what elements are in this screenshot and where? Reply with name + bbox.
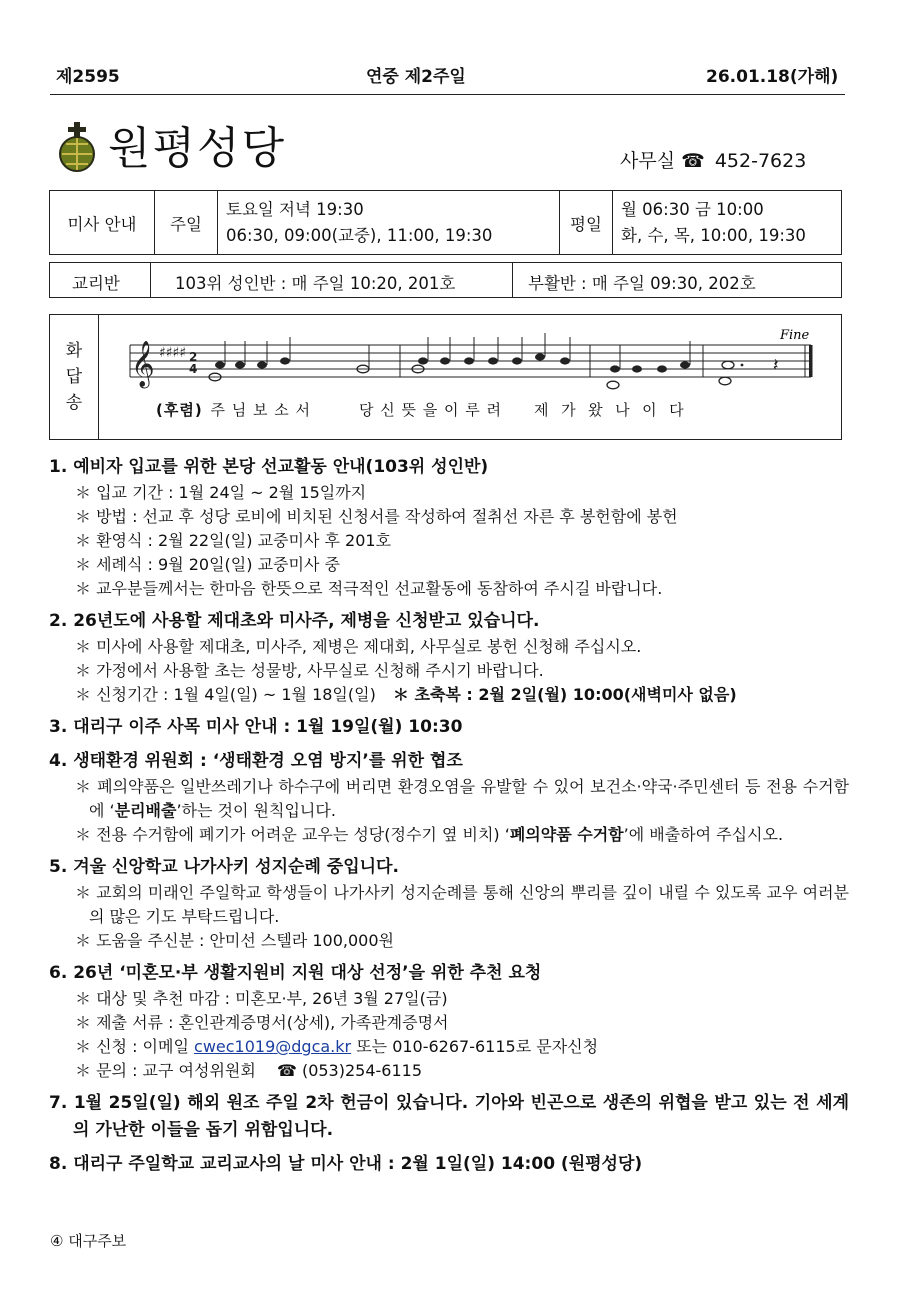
item-title: 1. 예비자 입교를 위한 본당 선교활동 안내(103위 성인반)	[49, 457, 489, 477]
detail-emphasis: 분리배출	[114, 801, 177, 820]
item-detail: ＊ 도움을 주신분 : 안미선 스텔라 100,000원	[75, 931, 394, 950]
catechism-label: 교리반	[72, 274, 120, 293]
liturgical-week: 연중 제2주일	[366, 67, 466, 87]
item-title: 5. 겨울 신앙학교 나가사키 성지순례 중입니다.	[49, 857, 399, 877]
item-detail: ＊ 세례식 : 9월 20일(일) 교중미사 중	[75, 555, 340, 574]
item-detail	[63, 823, 849, 847]
detail-text: ’에 배출하여 주십시오.	[623, 825, 784, 844]
svg-text:2: 2	[189, 350, 198, 364]
phone-icon: ☎	[681, 150, 705, 172]
issue-number: 제2595	[56, 67, 120, 87]
catechism-divider	[150, 263, 151, 297]
music-score	[125, 323, 825, 399]
parish-name: 원평성당	[108, 123, 287, 174]
item-detail	[63, 1059, 849, 1083]
header-divider	[50, 94, 845, 95]
detail-text: ＊ 폐의약품은 일반쓰레기나 하수구에 버리면 환경오염을 유발할 수 있어 보건소·약국·주민센터 등 전용 수거함에 ‘	[75, 777, 849, 820]
item-detail: ＊ 입교 기간 : 1월 24일 ~ 2월 15일까지	[75, 483, 367, 502]
bulletin-header	[52, 62, 842, 90]
responsorial-lyrics	[156, 399, 685, 420]
weekday-label: 평일	[560, 191, 613, 255]
phone-icon: ☎	[276, 1061, 302, 1080]
announcement-item	[49, 454, 849, 601]
bulletin-date: 26.01.18(가해)	[706, 67, 839, 87]
adult-class: 103위 성인반 : 매 주일 10:20, 201호	[175, 274, 456, 293]
announcement-item	[49, 1151, 849, 1178]
page-footer: ④ 대구주보	[50, 1232, 127, 1250]
detail-text: 또는 010-6267-6115로 문자신청	[351, 1037, 599, 1056]
office-label: 사무실	[620, 150, 676, 172]
weekday-line2: 화, 수, 목, 10:00, 19:30	[621, 225, 806, 245]
sunday-times	[218, 191, 560, 255]
fine-marking: Fine	[780, 328, 810, 343]
item-title: 2. 26년도에 사용할 제대초와 미사주, 제병을 신청받고 있습니다.	[49, 611, 540, 631]
detail-text: ’하는 것이 원칙입니다.	[176, 801, 336, 820]
detail-text: ＊ 문의 : 교구 여성위원회	[75, 1061, 277, 1080]
detail-emphasis: 폐의약품 수거함	[509, 825, 624, 844]
item-detail	[63, 683, 849, 707]
item-detail: ＊ 제출 서류 : 혼인관계증명서(상세), 가족관계증명서	[75, 1013, 449, 1032]
announcement-item	[49, 1090, 849, 1144]
item-detail: ＊ 가정에서 사용할 초는 성물방, 사무실로 신청해 주시기 바랍니다.	[75, 661, 544, 680]
item-detail: ＊ 교우분들께서는 한마음 한뜻으로 적극적인 선교활동에 동참하여 주시길 바랍니다.	[75, 579, 663, 598]
item-title: 6. 26년 ‘미혼모·부 생활지원비 지원 대상 선정’을 위한 추천 요청	[49, 963, 542, 983]
item-title: 4. 생태환경 위원회 : ‘생태환경 오염 방지’를 위한 협조	[49, 751, 463, 771]
church-logo-icon	[54, 120, 100, 172]
mass-label: 미사 안내	[50, 191, 155, 255]
item-detail: ＊ 환영식 : 2월 22일(일) 교중미사 후 201호	[75, 531, 392, 550]
item-detail: ＊ 교회의 미래인 주일학교 학생들이 나가사키 성지순례를 통해 신앙의 뿌리를 깊이 내릴 수 있도록 교우 여러분의 많은 기도 부탁드립니다.	[75, 883, 849, 926]
refrain-marker: (후렴)	[156, 401, 203, 419]
item-detail: ＊ 미사에 사용할 제대초, 미사주, 제병은 제대회, 사무실로 봉헌 신청해 주십시오.	[75, 637, 642, 656]
email-link[interactable]: cwec1019@dgca.kr	[194, 1037, 352, 1056]
mass-schedule-table	[49, 190, 842, 255]
announcement-list	[49, 454, 849, 1185]
item-detail: ＊ 방법 : 선교 후 성당 로비에 비치된 신청서를 작성하여 절취선 자른 후 봉헌함에 봉헌	[75, 507, 678, 526]
svg-text:♯♯♯♯: ♯♯♯♯	[159, 345, 187, 361]
resurrection-class: 부활반 : 매 주일 09:30, 202호	[528, 274, 756, 293]
weekday-line1: 월 06:30 금 10:00	[621, 199, 764, 219]
responsorial-psalm-box	[49, 314, 842, 440]
svg-text:𝄽: 𝄽	[773, 355, 779, 376]
candle-blessing: ＊ 초축복 : 2월 2일(월) 10:00(새벽미사 없음)	[392, 685, 737, 704]
contact-phone: (053)254-6115	[301, 1061, 423, 1080]
sunday-label: 주일	[155, 191, 218, 255]
detail-text: ＊ 전용 수거함에 폐기가 어려운 교우는 성당(정수기 옆 비치) ‘	[75, 825, 510, 844]
svg-text:4: 4	[189, 362, 198, 376]
announcement-item	[49, 608, 849, 707]
item-title: 8. 대리구 주일학교 교리교사의 날 미사 안내 : 2월 1일(일) 14:00 (원평성당)	[49, 1154, 643, 1174]
announcement-item	[49, 714, 849, 741]
item-detail	[63, 775, 849, 823]
item-detail: ＊ 대상 및 추천 마감 : 미혼모·부, 26년 3월 27일(금)	[75, 989, 448, 1008]
item-detail	[63, 1035, 849, 1059]
announcement-item	[49, 960, 849, 1083]
svg-text:𝄞: 𝄞	[131, 341, 155, 387]
sunday-line2: 06:30, 09:00(교중), 11:00, 19:30	[226, 225, 493, 245]
announcement-item	[49, 748, 849, 847]
item-title: 7. 1월 25일(일) 해외 원조 주일 2차 헌금이 있습니다. 기아와 빈곤으로 생존의 위협을 받고 있는 전 세계의 가난한 이들을 돕기 위함입니다.	[49, 1093, 849, 1140]
office-contact	[620, 146, 806, 173]
office-phone: 452-7623	[714, 150, 807, 172]
item-title: 3. 대리구 이주 사목 미사 안내 : 1월 19일(월) 10:30	[49, 717, 463, 737]
lyrics-text: 주 님 보 소 서 당 신 뜻 을 이 루 려 제 가 왔 나 이 다	[210, 401, 685, 419]
weekday-times	[613, 191, 842, 255]
responsorial-label: 화 답 송	[50, 315, 99, 439]
application-period: ＊ 신청기간 : 1월 4일(일) ~ 1월 18일(일)	[75, 685, 376, 704]
sunday-line1: 토요일 저녁 19:30	[226, 199, 364, 219]
detail-text: ＊ 신청 : 이메일	[75, 1037, 195, 1056]
catechism-divider	[512, 263, 513, 297]
catechism-row	[49, 262, 842, 298]
announcement-item	[49, 854, 849, 953]
